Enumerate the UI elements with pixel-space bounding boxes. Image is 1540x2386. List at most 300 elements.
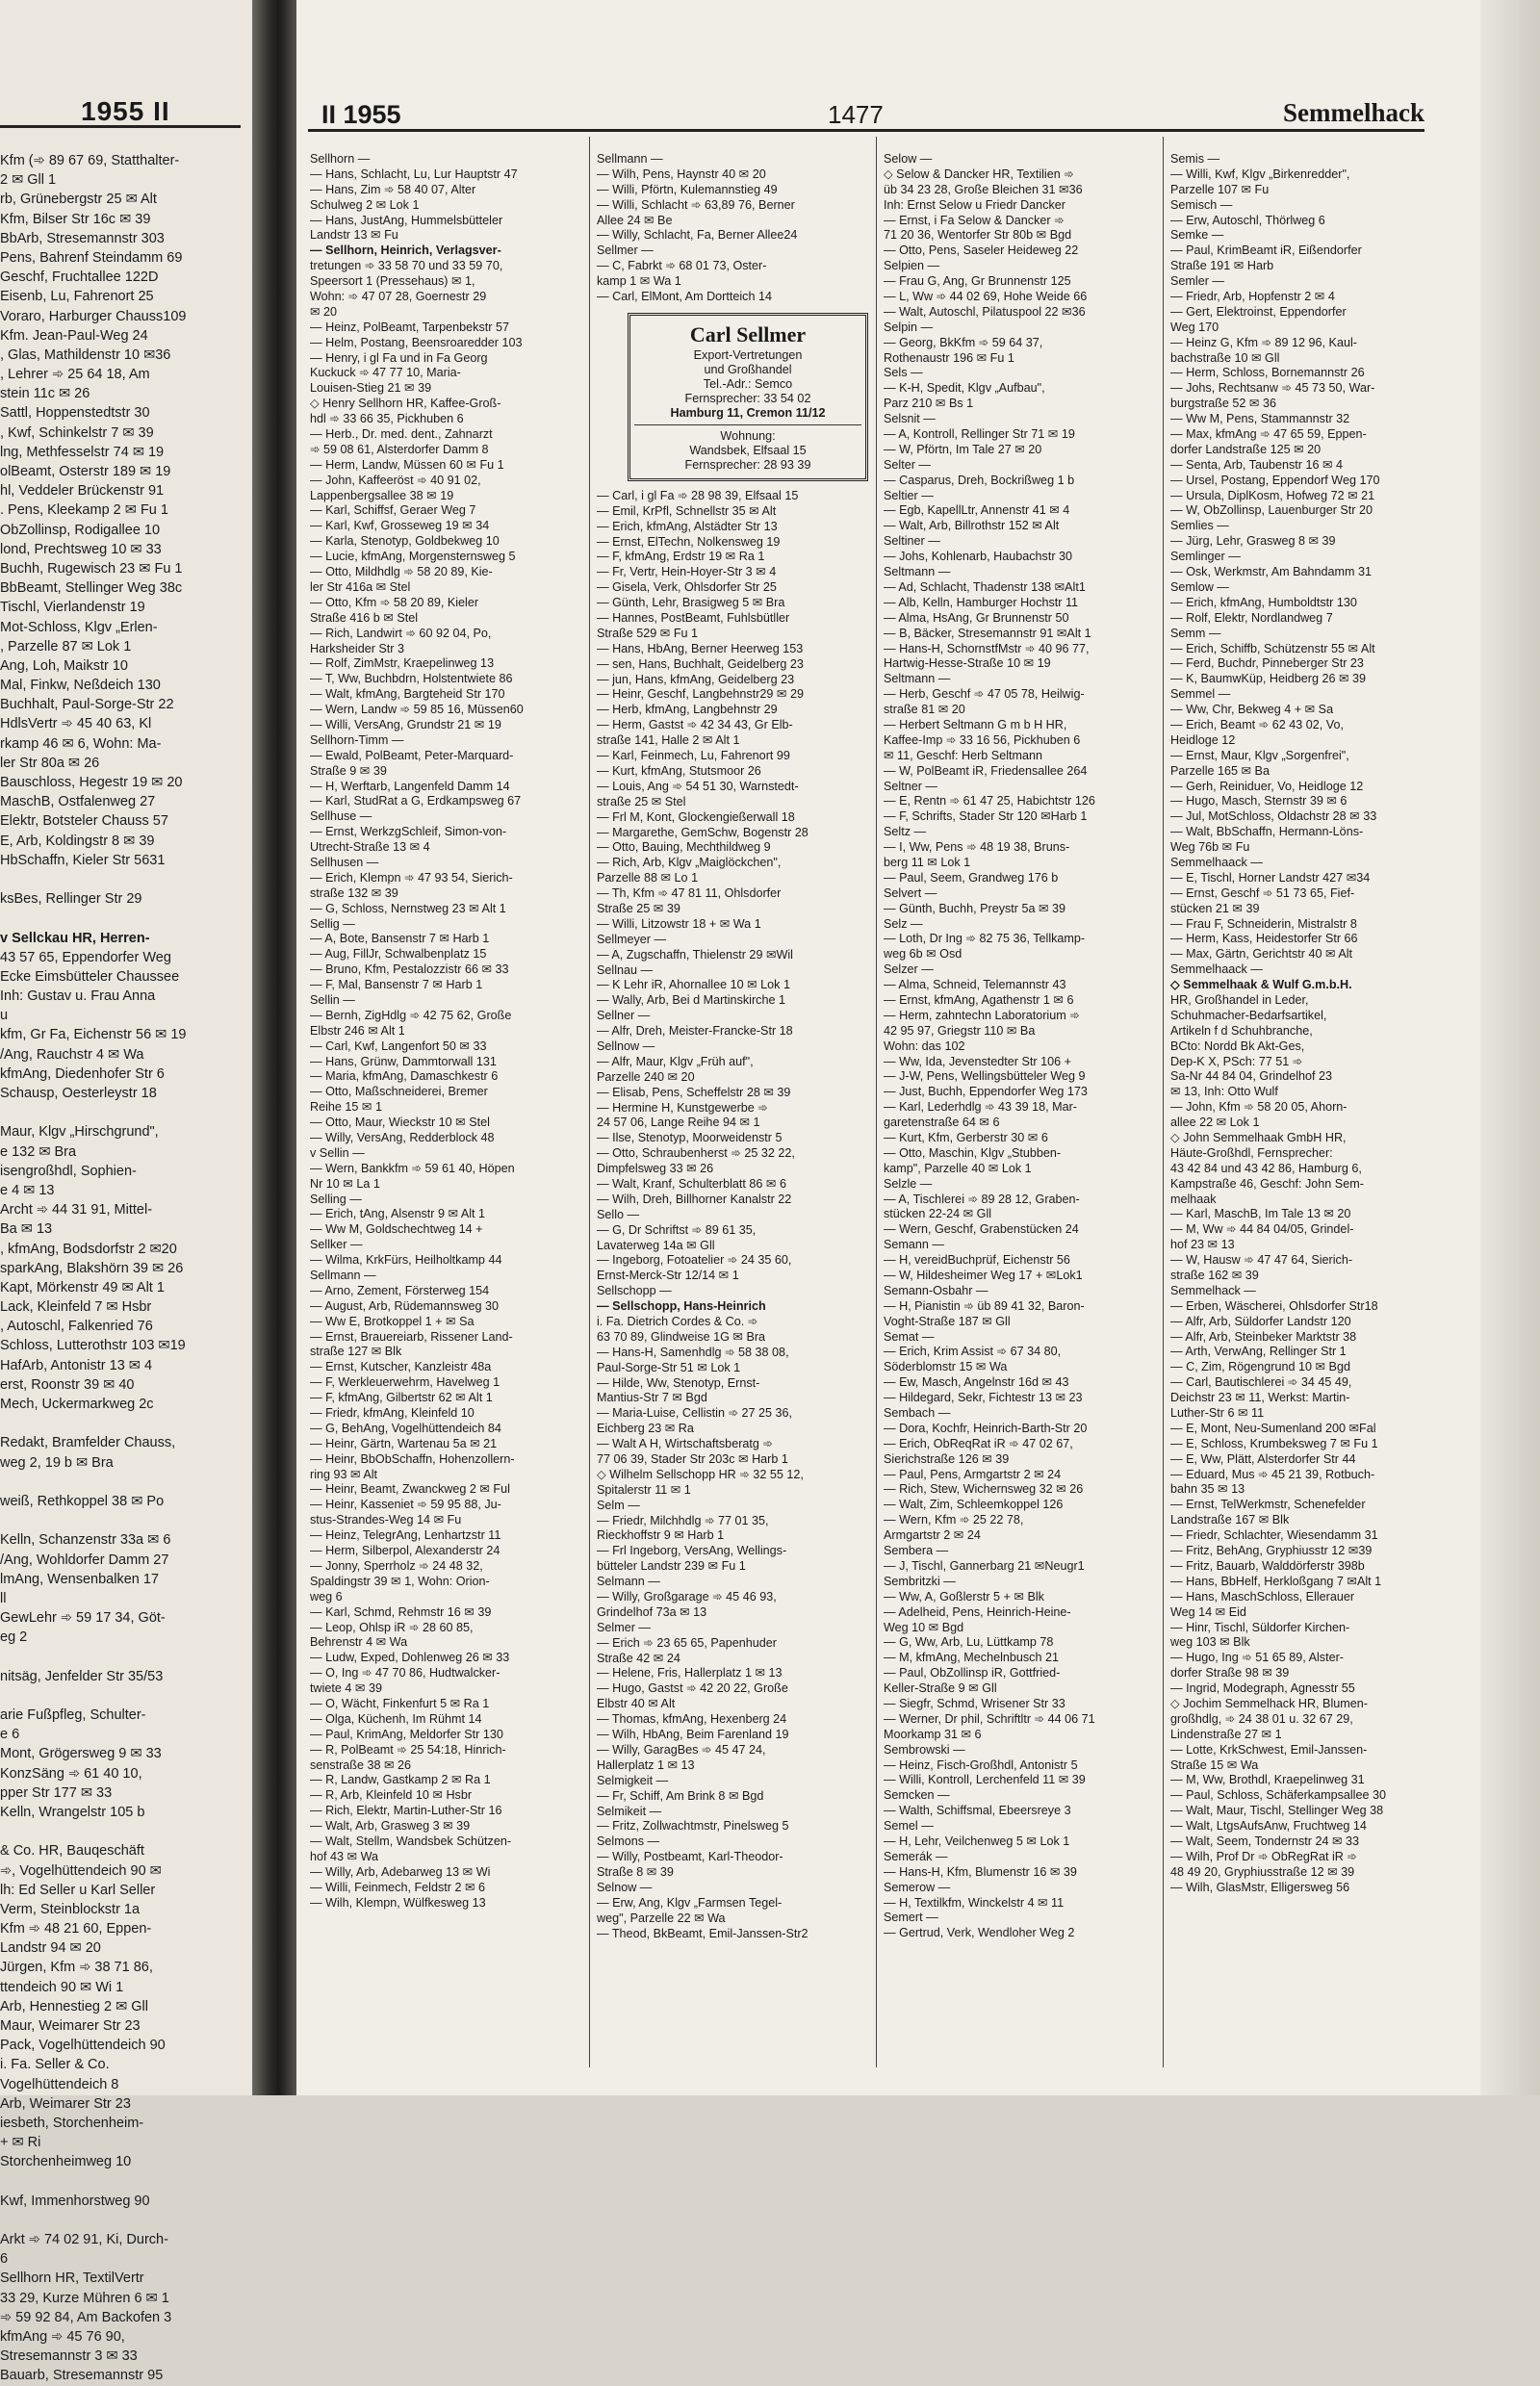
- directory-entry-line: — R, Arb, Kleinfeld 10 ✉ Hsbr: [310, 1788, 473, 1803]
- ad-line: Tel.-Adr.: Semco: [703, 376, 793, 391]
- directory-entry-line: — Herm, Gastst ➾ 42 34 43, Gr Elb-: [597, 718, 793, 732]
- directory-entry-line: Sellhorn-Timm —: [310, 732, 404, 747]
- directory-entry-line: großhdlg, ➾ 24 38 01 u. 32 67 29,: [1170, 1711, 1353, 1726]
- directory-entry-line: Semel —: [884, 1819, 934, 1834]
- directory-entry-line: Sellmann —: [310, 1269, 376, 1283]
- left-page-entry-line: Storchenheimweg 10: [0, 2154, 132, 2170]
- left-page-entry-line: hl, Veddeler Brückenstr 91: [0, 483, 165, 500]
- directory-entry-line: straße 132 ✉ 39: [310, 885, 398, 900]
- directory-entry-line: Selmer —: [597, 1620, 651, 1634]
- directory-entry-line: — Otto, Maur, Wieckstr 10 ✉ Stel: [310, 1116, 490, 1130]
- directory-entry-line: — O, Ing ➾ 47 70 86, Hudtwalcker-: [310, 1666, 500, 1680]
- directory-entry-line: — E, Schloss, Krumbeksweg 7 ✉ Fu 1: [1170, 1436, 1378, 1450]
- ad-line: und Großhandel: [704, 362, 792, 376]
- directory-entry-line: Selmigkeit —: [597, 1773, 669, 1787]
- directory-entry-line: — Frl Ingeborg, VersAng, Wellings-: [597, 1544, 787, 1558]
- ad-address: Hamburg 11, Cremon 11/12: [670, 405, 826, 420]
- directory-entry-line: Sellmeyer —: [597, 932, 667, 946]
- directory-entry-line: — Willi, Kontroll, Lerchenfeld 11 ✉ 39: [884, 1773, 1086, 1787]
- directory-entry-line: — Fr, Schiff, Am Brink 8 ✉ Bgd: [597, 1788, 764, 1803]
- directory-entry-line: — Ernst, Geschf ➾ 51 73 65, Fief-: [1170, 885, 1355, 900]
- directory-entry-line: — Carl, Kwf, Langenfort 50 ✉ 33: [310, 1039, 487, 1053]
- directory-entry-line: — Heinz, TelegrAng, Lenhartzstr 11: [310, 1528, 501, 1543]
- left-page-entry-line: iesbeth, Storchenheim-: [0, 2115, 144, 2131]
- left-page-entry-line: Kfm. Jean-Paul-Weg 24: [0, 327, 148, 344]
- directory-entry-line: — Georg, BkKfm ➾ 59 64 37,: [884, 335, 1043, 349]
- directory-entry-line: Semmelhaack —: [1170, 855, 1263, 869]
- directory-entry-line: bahn 35 ✉ 13: [1170, 1482, 1245, 1497]
- directory-entry-line: BCto: Nordd Bk Akt-Ges,: [1170, 1039, 1305, 1053]
- directory-entry-line: — Ad, Schlacht, Thadenstr 138 ✉Alt1: [884, 579, 1086, 594]
- left-page-entry-line: eg 2: [0, 1629, 28, 1646]
- directory-entry-line: — Hannes, PostBeamt, Fuhlsbütller: [597, 611, 790, 626]
- directory-entry-line: Seltner —: [884, 779, 937, 793]
- left-page-entry-line: Voraro, Harburger Chauss109: [0, 308, 187, 324]
- directory-entry-line: — Ew, Masch, Angelnstr 16d ✉ 43: [884, 1375, 1069, 1390]
- directory-entry-line: Selmann —: [597, 1575, 660, 1589]
- directory-entry-line: — C, Zim, Rögengrund 10 ✉ Bgd: [1170, 1360, 1350, 1374]
- directory-entry-line: Sellhorn —: [310, 152, 371, 166]
- directory-entry-line: — Heinz, Fisch-Großhdl, Antonistr 5: [884, 1757, 1078, 1772]
- left-page-entry-line: + ✉ Ri: [0, 2135, 41, 2151]
- ad-title: Carl Sellmer: [689, 321, 807, 346]
- directory-entry-line: — K, BaumwKüp, Heidberg 26 ✉ 39: [1170, 672, 1367, 686]
- directory-entry-line: — Aug, FillJr, Schwalbenplatz 15: [310, 947, 487, 962]
- directory-entry-line: — Willi, VersAng, Grundstr 21 ✉ 19: [310, 717, 501, 731]
- directory-entry-line: Spaldingstr 39 ✉ 1, Wohn: Orion-: [310, 1574, 490, 1588]
- right-page: [296, 0, 1540, 2095]
- ad-line: Fernsprecher: 33 54 02: [684, 391, 811, 405]
- directory-entry-line: — Walt, Zim, Schleemkoppel 126: [884, 1498, 1064, 1512]
- directory-entry-line: Seltier —: [884, 488, 934, 502]
- ad-wohnung-label: Wohnung:: [720, 428, 776, 443]
- directory-entry-line: Moorkamp 31 ✉ 6: [884, 1727, 982, 1741]
- directory-entry-line: — Karl, Schiffsf, Geraer Weg 7: [310, 503, 476, 518]
- directory-entry-line: — Erich, tAng, Alsenstr 9 ✉ Alt 1: [310, 1207, 486, 1221]
- directory-entry-line: Parz 210 ✉ Bs 1: [884, 397, 974, 411]
- left-page-entry-line: Kwf, Immenhorstweg 90: [0, 2193, 150, 2209]
- directory-entry-line: — jun, Hans, kfmAng, Geidelberg 23: [597, 672, 795, 686]
- directory-entry-line: bütteler Landstr 239 ✉ Fu 1: [597, 1559, 746, 1574]
- directory-entry-line: — Willy, VersAng, Redderblock 48: [310, 1131, 495, 1144]
- directory-entry-line: — Walt, Seem, Tondernstr 24 ✉ 33: [1170, 1834, 1360, 1848]
- directory-entry-line: Seltiner —: [884, 534, 940, 549]
- directory-entry-line: Mantius-Str 7 ✉ Bgd: [597, 1391, 707, 1405]
- left-page-entry-line: Jürgen, Kfm ➾ 38 71 86,: [0, 1960, 153, 1976]
- directory-entry-line: — Dora, Kochfr, Heinrich-Barth-Str 20: [884, 1421, 1088, 1435]
- directory-entry-line: weg 6: [310, 1589, 343, 1603]
- directory-entry-line: — Otto, Mildhdlg ➾ 58 20 89, Kie-: [310, 565, 493, 579]
- directory-entry-line: ◇ Selow & Dancker HR, Textilien ➾: [884, 167, 1074, 181]
- directory-entry-line: — Rich, Arb, Klgv „Maiglöckchen",: [597, 856, 782, 870]
- directory-entry-line: — Heinz, PolBeamt, Tarpenbekstr 57: [310, 320, 509, 334]
- left-page-entry-line: Vogelhüttendeich 8: [0, 2076, 119, 2092]
- directory-entry-line: Selpin —: [884, 320, 934, 334]
- column-divider: [1163, 137, 1164, 2067]
- directory-entry-line: straße 81 ✉ 20: [884, 703, 965, 717]
- directory-entry-line: — Otto, Pens, Saseler Heideweg 22: [884, 244, 1079, 258]
- directory-entry-line: Semerák —: [884, 1849, 948, 1863]
- directory-entry-line: — Willy, Arb, Adebarweg 13 ✉ Wi: [310, 1864, 491, 1879]
- directory-entry-line: Rothenaustr 196 ✉ Fu 1: [884, 350, 1014, 365]
- directory-entry-line: — Alma, Schneid, Telemannstr 43: [884, 978, 1066, 992]
- directory-entry-line: — Hans, JustAng, Hummelsbütteler: [310, 213, 503, 227]
- directory-entry-line: Straße 416 b ✉ Stel: [310, 610, 419, 625]
- directory-entry-line: — Jürg, Lehr, Grasweg 8 ✉ 39: [1170, 534, 1336, 549]
- directory-entry-line: ler Str 416a ✉ Stel: [310, 579, 411, 594]
- ad-wohnung-line: Wandsbek, Elfsaal 15: [689, 443, 807, 457]
- directory-entry-line: Sembrowski —: [884, 1742, 965, 1757]
- directory-entry-line: — A, Tischlerei ➾ 89 28 12, Graben-: [884, 1192, 1080, 1206]
- directory-entry-line: — Ww M, Pens, Stammannstr 32: [1170, 412, 1350, 426]
- directory-entry-line: — Ludw, Exped, Dohlenweg 26 ✉ 33: [310, 1651, 510, 1665]
- directory-entry-line: — G, Dr Schriftst ➾ 89 61 35,: [597, 1222, 757, 1237]
- directory-entry-line: Semmel —: [1170, 687, 1231, 702]
- directory-entry-line: Straße 9 ✉ 39: [310, 763, 387, 778]
- directory-entry-line: Semlies —: [1170, 519, 1229, 533]
- directory-entry-line: — Friedr, Arb, Hopfenstr 2 ✉ 4: [1170, 290, 1335, 304]
- left-page-entry-line: Kelln, Schanzenstr 33a ✉ 6: [0, 1532, 171, 1549]
- directory-entry-line: Sellner —: [597, 1009, 651, 1023]
- page-edge: [1480, 0, 1540, 2095]
- directory-entry-line: — Herm, Silberpol, Alexanderstr 24: [310, 1544, 500, 1558]
- directory-column-1: [310, 152, 581, 2067]
- directory-entry-line: Deichstr 23 ✉ 11, Werkst: Martin-: [1170, 1391, 1350, 1405]
- directory-entry-line: — Karl, StudRat a G, Erdkampsweg 67: [310, 794, 522, 808]
- directory-entry-line: — Walth, Schiffsmal, Ebeersreye 3: [884, 1804, 1071, 1818]
- left-page-entry-line: nitsäg, Jenfelder Str 35/53: [0, 1668, 164, 1684]
- directory-entry-line: — J, Tischl, Gannerbarg 21 ✉Neugr1: [884, 1558, 1085, 1573]
- left-page-entry-line: e 6: [0, 1727, 20, 1743]
- directory-entry-line: — Otto, Maßschneiderei, Bremer: [310, 1085, 488, 1099]
- directory-entry-line: — M, Ww ➾ 44 84 04/05, Grindel-: [1170, 1222, 1354, 1237]
- directory-entry-line: — Helene, Fris, Hallerplatz 1 ✉ 13: [597, 1666, 783, 1680]
- left-page: [0, 0, 252, 2384]
- directory-column-3: [884, 152, 1155, 2067]
- directory-entry-line: straße 141, Halle 2 ✉ Alt 1: [597, 733, 740, 748]
- directory-entry-line: — G, Ww, Arb, Lu, Lüttkamp 78: [884, 1635, 1054, 1650]
- left-page-entry-line: , Lehrer ➾ 25 64 18, Am: [0, 367, 150, 383]
- directory-entry-line: — Gertrud, Verk, Wendloher Weg 2: [884, 1926, 1075, 1940]
- directory-entry-line: — Willy, Schlacht, Fa, Berner Allee24: [597, 228, 798, 243]
- left-page-entry-line: , Glas, Mathildenstr 10 ✉36: [0, 346, 171, 363]
- directory-entry-line: HR, Großhandel in Leder,: [1170, 992, 1309, 1007]
- directory-entry-line: — Erw, Ang, Klgv „Farmsen Tegel-: [597, 1895, 783, 1910]
- directory-entry-line: — E, Rentn ➾ 61 47 25, Habichtstr 126: [884, 794, 1095, 808]
- directory-entry-line: Voght-Straße 187 ✉ Gll: [884, 1314, 1011, 1328]
- directory-entry-line: Straße 529 ✉ Fu 1: [597, 626, 699, 640]
- directory-entry-line: Harksheider Str 3: [310, 641, 404, 655]
- directory-entry-line: — Willy, GaragBes ➾ 45 47 24,: [597, 1742, 766, 1757]
- directory-entry-line: 42 95 97, Griegstr 110 ✉ Ba: [884, 1023, 1036, 1038]
- directory-entry-line: — Ernst, kfmAng, Agathenstr 1 ✉ 6: [884, 992, 1074, 1007]
- directory-entry-line: — K-H, Spedit, Klgv „Aufbau",: [884, 381, 1045, 396]
- book-gutter: [252, 0, 296, 2095]
- directory-entry-line: — Erich, Klempn ➾ 47 93 54, Sierich-: [310, 870, 513, 885]
- directory-entry-line: Semerow —: [884, 1880, 951, 1894]
- directory-entry-line: 48 49 20, Gryphiusstraße 12 ✉ 39: [1170, 1864, 1355, 1879]
- directory-entry-line: Selvert —: [884, 885, 937, 900]
- directory-entry-line: — Hinr, Tischl, Süldorfer Kirchen-: [1170, 1620, 1350, 1634]
- directory-entry-line: — C, Fabrkt ➾ 68 01 73, Oster-: [597, 259, 767, 273]
- directory-entry-line: — Ewald, PolBeamt, Peter-Marquard-: [310, 748, 514, 762]
- directory-entry-line: — W, Hausw ➾ 47 47 64, Sierich-: [1170, 1253, 1353, 1268]
- directory-entry-line: — Friedr, Milchhdlg ➾ 77 01 35,: [597, 1513, 769, 1527]
- directory-entry-line: — Herb, kfmAng, Langbehnstr 29: [597, 703, 778, 717]
- directory-entry-line: Weg 14 ✉ Eid: [1170, 1604, 1246, 1619]
- directory-entry-line: — Wilh, Prof Dr ➾ ObRegRat iR ➾: [1170, 1849, 1357, 1863]
- directory-entry-line: — Hans, Zim ➾ 58 40 07, Alter: [310, 182, 476, 196]
- directory-entry-line: Selm —: [597, 1498, 640, 1512]
- left-page-entry-line: BbArb, Stresemannstr 303: [0, 230, 165, 246]
- directory-entry-line: weg 103 ✉ Blk: [1170, 1635, 1250, 1650]
- directory-entry-line: — John, Kfm ➾ 58 20 05, Ahorn-: [1170, 1100, 1348, 1115]
- left-page-entry-line: 43 57 65, Eppendorfer Weg: [0, 949, 171, 965]
- directory-entry-line: — Werner, Dr phil, Schriftltr ➾ 44 06 71: [884, 1711, 1095, 1726]
- left-page-entry-line: lond, Prechtsweg 10 ✉ 33: [0, 541, 162, 557]
- left-page-entry-line: Lack, Kleinfeld 7 ✉ Hsbr: [0, 1299, 152, 1316]
- directory-entry-line: — Leop, Ohlsp iR ➾ 28 60 85,: [310, 1620, 474, 1634]
- directory-entry-line: hof 43 ✉ Wa: [310, 1849, 378, 1863]
- left-page-entry-line: e 4 ✉ 13: [0, 1182, 55, 1198]
- directory-entry-line: Sembritzki —: [884, 1574, 956, 1588]
- directory-entry-line: — Erich, Beamt ➾ 62 43 02, Vo,: [1170, 717, 1344, 731]
- page-number: 1477: [828, 100, 884, 129]
- directory-entry-line: Weg 10 ✉ Bgd: [884, 1620, 964, 1634]
- left-page-entry-line: /Ang, Rauchstr 4 ✉ Wa: [0, 1046, 144, 1063]
- ad-divider: [634, 424, 861, 425]
- directory-entry-line: — Wilh, HbAng, Beim Farenland 19: [597, 1728, 789, 1742]
- directory-entry-line: Häute-Großhdl, Fernsprecher:: [1170, 1145, 1333, 1160]
- directory-entry-line: — John, Kaffeeröst ➾ 40 91 02,: [310, 473, 481, 487]
- directory-entry-line: Behrenstr 4 ✉ Wa: [310, 1635, 408, 1650]
- directory-entry-line: — Hans-H, SchornstfMstr ➾ 40 96 77,: [884, 641, 1090, 655]
- directory-entry-line: — G, BehAng, Vogelhüttendeich 84: [310, 1421, 501, 1435]
- directory-entry-line: — Loth, Dr Ing ➾ 82 75 36, Tellkamp-: [884, 932, 1086, 946]
- directory-entry-line: — Arno, Zement, Försterweg 154: [310, 1283, 490, 1297]
- directory-entry-line: stücken 21 ✉ 39: [1170, 901, 1260, 915]
- directory-entry-line: Straße 15 ✉ Wa: [1170, 1757, 1259, 1772]
- directory-entry-line: Sellhusen —: [310, 855, 379, 869]
- directory-entry-line: Lindenstraße 27 ✉ 1: [1170, 1727, 1282, 1741]
- left-page-entry-line: lng, Methfesselstr 74 ✉ 19: [0, 444, 165, 460]
- directory-entry-line: — Willi, Litzowstr 18 + ✉ Wa 1: [597, 916, 761, 931]
- directory-entry-line: — Hugo, Gastst ➾ 42 20 22, Große: [597, 1681, 788, 1696]
- directory-entry-line: Ernst-Merck-Str 12/14 ✉ 1: [597, 1269, 739, 1283]
- left-page-entry-line: Buchhalt, Paul-Sorge-Str 22: [0, 697, 174, 713]
- directory-entry-line: — Günth, Buchh, Preystr 5a ✉ 39: [884, 901, 1066, 915]
- directory-entry-line: — R, Landw, Gastkamp 2 ✉ Ra 1: [310, 1773, 491, 1787]
- directory-entry-line: Louisen-Stieg 21 ✉ 39: [310, 381, 432, 396]
- directory-entry-line: Rieckhoffstr 9 ✉ Harb 1: [597, 1528, 725, 1543]
- directory-entry-line: Grindelhof 73a ✉ 13: [597, 1604, 707, 1619]
- directory-entry-line: — Maria-Luise, Cellistin ➾ 27 25 36,: [597, 1406, 793, 1421]
- left-page-entry-line: Stresemannstr 3 ✉ 33: [0, 2348, 138, 2365]
- directory-entry-line: Hartwig-Hesse-Straße 10 ✉ 19: [884, 656, 1051, 671]
- directory-entry-line: Speersort 1 (Pressehaus) ✉ 1,: [310, 274, 475, 289]
- directory-entry-line: — Maria, kfmAng, Damaschkestr 6: [310, 1069, 499, 1084]
- directory-entry-line: stücken 22-24 ✉ Gll: [884, 1207, 992, 1221]
- left-page-header: [0, 96, 241, 128]
- directory-entry-line: — Margarethe, GemSchw, Bogenstr 28: [597, 825, 808, 839]
- directory-entry-line: — Wilh, Pens, Haynstr 40 ✉ 20: [597, 167, 766, 181]
- directory-entry-line: straße 127 ✉ Blk: [310, 1345, 402, 1359]
- directory-entry-line: Semann-Osbahr —: [884, 1283, 988, 1297]
- directory-entry-line: Elbstr 40 ✉ Alt: [597, 1697, 676, 1711]
- directory-entry-line: Eichberg 23 ✉ Ra: [597, 1422, 694, 1436]
- left-page-entry-line: kfmAng ➾ 45 76 90,: [0, 2329, 125, 2345]
- directory-entry-line: — Ww, Chr, Bekweg 4 + ✉ Sa: [1170, 703, 1334, 717]
- directory-entry-line: Landstr 13 ✉ Fu: [310, 228, 398, 243]
- directory-entry-line: Seltmann —: [884, 672, 951, 686]
- left-page-entry-line: Arkt ➾ 74 02 91, Ki, Durch-: [0, 2232, 168, 2248]
- directory-entry-line: kamp", Parzelle 40 ✉ Lok 1: [884, 1161, 1032, 1175]
- directory-entry-line: — E, Tischl, Horner Landstr 427 ✉34: [1170, 870, 1371, 885]
- directory-entry-line: — Max, Gärtn, Gerichtstr 40 ✉ Alt: [1170, 947, 1353, 962]
- directory-entry-line: Sellmann —: [597, 152, 663, 166]
- directory-entry-line: — Lucie, kfmAng, Morgensternsweg 5: [310, 550, 516, 564]
- directory-entry-line: — Rolf, ZimMstr, Kraepelinweg 13: [310, 656, 495, 671]
- directory-entry-line: Sellmer —: [597, 244, 654, 258]
- directory-entry-line: — Carl, i gl Fa ➾ 28 98 39, Elfsaal 15: [597, 488, 799, 502]
- directory-entry-line: — sen, Hans, Buchhalt, Geidelberg 23: [597, 656, 804, 671]
- directory-entry-line: Allee 24 ✉ Be: [597, 213, 673, 227]
- directory-entry-line: Söderblomstr 15 ✉ Wa: [884, 1360, 1008, 1374]
- directory-entry-line: — Hildegard, Sekr, Fichtestr 13 ✉ 23: [884, 1391, 1083, 1405]
- directory-entry-line: Selpien —: [884, 259, 940, 273]
- directory-entry-line: — Elisab, Pens, Scheffelstr 28 ✉ 39: [597, 1085, 791, 1099]
- directory-entry-line: — Paul, ObZollinsp iR, Gottfried-: [884, 1666, 1061, 1680]
- directory-entry-line: — Johs, Rechtsanw ➾ 45 73 50, War-: [1170, 381, 1375, 396]
- ad-line: Export-Vertretungen: [693, 347, 803, 362]
- directory-entry-line: — Fr, Vertr, Hein-Hoyer-Str 3 ✉ 4: [597, 565, 777, 579]
- left-page-entry-line: u: [0, 1008, 9, 1024]
- directory-entry-line: Nr 10 ✉ La 1: [310, 1176, 380, 1191]
- directory-entry-line: — Willi, Kwf, Klgv „Birkenredder",: [1170, 167, 1350, 181]
- left-page-entry-line: ler Str 80a ✉ 26: [0, 755, 100, 771]
- directory-entry-line: — Ingrid, Modegraph, Agnesstr 55: [1170, 1681, 1355, 1696]
- directory-entry-line: — W, ObZollinsp, Lauenburger Str 20: [1170, 503, 1373, 518]
- directory-entry-line: — August, Arb, Rüdemannsweg 30: [310, 1298, 500, 1313]
- directory-entry-line: — Hans, MaschSchloss, Ellerauer: [1170, 1589, 1355, 1603]
- left-page-entry-line: Maur, Weimarer Str 23: [0, 2018, 141, 2034]
- left-page-entry-line: Arb, Hennestieg 2 ✉ Gll: [0, 1998, 148, 2014]
- directory-entry-line: — Willi, Feinmech, Feldstr 2 ✉ 6: [310, 1880, 486, 1894]
- directory-entry-line: — Alma, HsAng, Gr Brunnenstr 50: [884, 610, 1069, 625]
- directory-entry-line: — Otto, Kfm ➾ 58 20 89, Kieler: [310, 595, 479, 609]
- directory-entry-line: 43 42 84 und 43 42 86, Hamburg 6,: [1170, 1161, 1362, 1175]
- directory-entry-line: garetenstraße 64 ✉ 6: [884, 1116, 1000, 1130]
- directory-entry-line: — Wilh, GlasMstr, Elligersweg 56: [1170, 1880, 1350, 1894]
- directory-entry-line: — F, Schrifts, Stader Str 120 ✉Harb 1: [884, 809, 1088, 824]
- left-page-entry-line: Verm, Steinblockstr 1a: [0, 1901, 141, 1917]
- directory-entry-line: — Ingeborg, Fotoatelier ➾ 24 35 60,: [597, 1253, 792, 1268]
- directory-entry-line: — Alfr, Maur, Klgv „Früh auf",: [597, 1054, 754, 1068]
- directory-entry-line: — Rich, Landwirt ➾ 60 92 04, Po,: [310, 626, 492, 640]
- left-page-entry-line: Schausp, Oesterleystr 18: [0, 1086, 157, 1101]
- column-divider: [589, 137, 590, 2067]
- directory-entry-line: Keller-Straße 9 ✉ Gll: [884, 1681, 997, 1696]
- directory-entry-line: 24 57 06, Lange Reihe 94 ✉ 1: [597, 1116, 760, 1130]
- left-page-entry-line: Pens, Bahrenf Steindamm 69: [0, 249, 183, 266]
- left-page-entry-line: ksBes, Rellinger Str 29: [0, 891, 142, 908]
- directory-entry-line: Paul-Sorge-Str 51 ✉ Lok 1: [597, 1360, 741, 1374]
- left-page-entry-line: Buchh, Rugewisch 23 ✉ Fu 1: [0, 560, 183, 577]
- directory-entry-line: Semat —: [884, 1329, 935, 1344]
- left-page-entry-line: Mech, Uckermarkweg 2c: [0, 1397, 154, 1412]
- directory-entry-line: — Frau G, Ang, Gr Brunnenstr 125: [884, 274, 1071, 289]
- left-page-entry-line: [0, 1414, 248, 1433]
- directory-entry-line: Semmelhack —: [1170, 1283, 1256, 1297]
- directory-entry-line: — Erich, Schiffb, Schützenstr 55 ✉ Alt: [1170, 641, 1375, 655]
- directory-entry-line: — Hermine H, Kunstgewerbe ➾: [597, 1100, 768, 1115]
- directory-entry-line: — Heinr, Kasseniet ➾ 59 95 88, Ju-: [310, 1498, 501, 1512]
- directory-entry-line: — Willy, Großgarage ➾ 45 46 93,: [597, 1590, 777, 1604]
- directory-entry-line: — Karl, MaschB, Im Tale 13 ✉ 20: [1170, 1207, 1351, 1221]
- directory-entry-line: Weg 76b ✉ Fu: [1170, 840, 1250, 855]
- page-header: [308, 96, 1424, 132]
- directory-entry-line: — Otto, Schraubenherst ➾ 25 32 22,: [597, 1146, 795, 1161]
- directory-entry-line: — Paul, Seem, Grandweg 176 b: [884, 870, 1059, 885]
- directory-entry-line: Selter —: [884, 457, 931, 472]
- directory-column-2: [597, 152, 868, 2067]
- left-page-entry-line: MaschB, Ostfalenweg 27: [0, 794, 156, 810]
- directory-entry-line: — Hilde, Ww, Stenotyp, Ernst-: [597, 1375, 760, 1390]
- directory-entry-line: — H, Werftarb, Langenfeld Damm 14: [310, 779, 510, 793]
- left-page-entry-line: 2 ✉ Gll 1: [0, 172, 57, 189]
- directory-entry-line: — R, PolBeamt ➾ 25 54:18, Hinrich-: [310, 1742, 506, 1757]
- directory-entry-line: — Frau F, Schneiderin, Mistralstr 8: [1170, 916, 1357, 931]
- directory-entry-line: — Alfr, Arb, Steinbeker Marktstr 38: [1170, 1329, 1357, 1344]
- directory-entry-line: 71 20 36, Wentorfer Str 80b ✉ Bgd: [884, 228, 1072, 243]
- directory-entry-line: Selz —: [884, 916, 923, 931]
- directory-entry-line: — Eduard, Mus ➾ 45 21 39, Rotbuch-: [1170, 1467, 1375, 1481]
- directory-column-4: [1170, 152, 1423, 2067]
- directory-entry-line: — Karl, Lederhdlg ➾ 43 39 18, Mar-: [884, 1100, 1077, 1115]
- directory-entry-line: Parzelle 88 ✉ Lo 1: [597, 871, 699, 885]
- directory-entry-line: — Friedr, Schlachter, Wiesendamm 31: [1170, 1528, 1378, 1543]
- left-page-entry-line: Ecke Eimsbütteler Chaussee: [0, 968, 180, 985]
- directory-entry-line: tretungen ➾ 33 58 70 und 33 59 70,: [310, 259, 503, 273]
- directory-entry-line: — Ernst, i Fa Selow & Dancker ➾: [884, 213, 1065, 227]
- directory-entry-line: — Walt, Stellm, Wandsbek Schützen-: [310, 1834, 512, 1848]
- directory-entry-line: — Rich, Stew, Wichernsweg 32 ✉ 26: [884, 1482, 1084, 1497]
- directory-entry-line: 63 70 89, Glindweise 1G ✉ Bra: [597, 1329, 766, 1344]
- left-page-entry-line: Tischl, Vierlandenstr 19: [0, 600, 145, 616]
- directory-entry-line: — Herm, Kass, Heidestorfer Str 66: [1170, 932, 1358, 946]
- directory-entry-line: — Herb., Dr. med. dent., Zahnarzt: [310, 427, 493, 442]
- directory-entry-line: Dimpfelsweg 33 ✉ 26: [597, 1162, 714, 1176]
- directory-entry-line: Straße 8 ✉ 39: [597, 1865, 674, 1880]
- directory-entry-line: ✉ 11, Geschf: Herb Seltmann: [884, 748, 1043, 762]
- directory-entry-line: Inh: Ernst Selow u Friedr Dancker: [884, 197, 1065, 212]
- directory-entry-line: Schulweg 2 ✉ Lok 1: [310, 197, 420, 212]
- left-page-entry-line: kfmAng, Diedenhofer Str 6: [0, 1065, 165, 1082]
- directory-entry-line: ◇ Semmelhaak & Wulf G.m.b.H.: [1170, 978, 1352, 992]
- directory-entry-line: — Ferd, Buchdr, Pinneberger Str 23: [1170, 656, 1364, 671]
- left-page-entry-line: BbBeamt, Stellinger Weg 38c: [0, 580, 183, 597]
- left-page-entry-line: Kapt, Mörkenstr 49 ✉ Alt 1: [0, 1279, 165, 1296]
- directory-entry-line: — Senta, Arb, Taubenstr 16 ✉ 4: [1170, 457, 1344, 472]
- directory-entry-line: hdl ➾ 33 66 35, Pickhuben 6: [310, 412, 464, 426]
- left-page-entry-line: pper Str 177 ✉ 33: [0, 1784, 113, 1801]
- directory-entry-line: — Paul, KrimBeamt iR, Eißendorfer: [1170, 244, 1362, 258]
- left-page-entry-line: Mal, Finkw, Neßdeich 130: [0, 678, 161, 694]
- directory-entry-line: — Heinr, BbObSchaffn, Hohenzollern-: [310, 1451, 515, 1466]
- directory-entry-line: — Willi, Schlacht ➾ 63,89 76, Berner: [597, 197, 795, 212]
- directory-entry-line: Kaffee-Imp ➾ 33 16 56, Pickhuben 6: [884, 732, 1081, 747]
- directory-entry-line: Selow —: [884, 152, 933, 166]
